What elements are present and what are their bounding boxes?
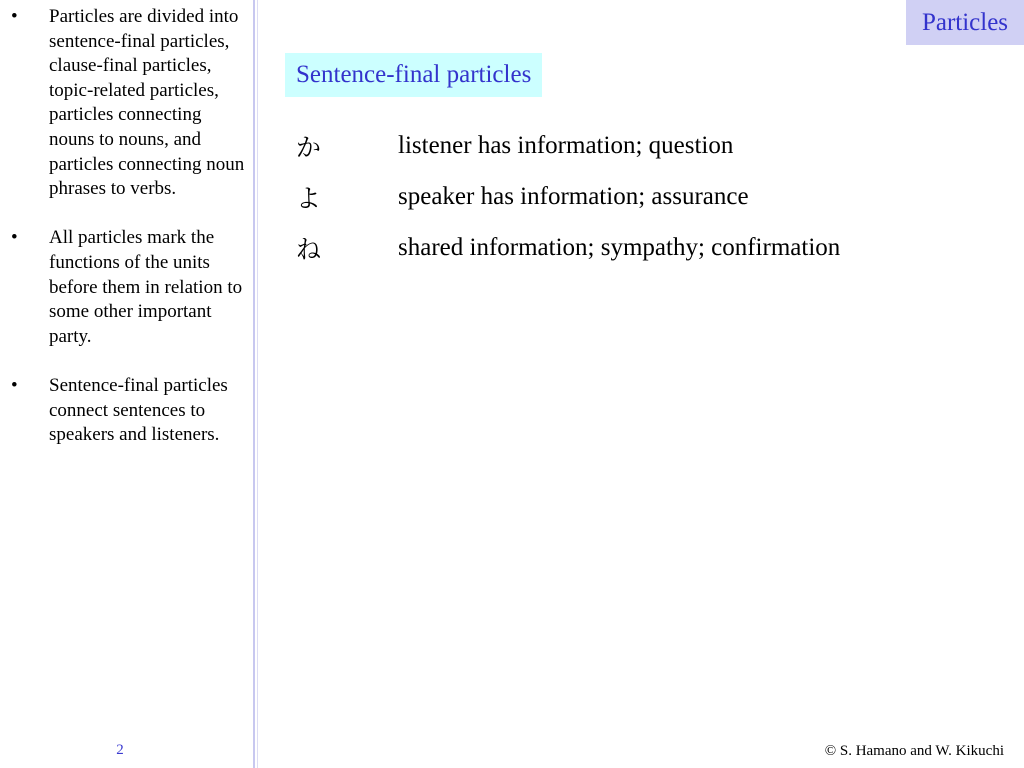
page-number: 2: [116, 742, 124, 758]
copyright-notice: © S. Hamano and W. Kikuchi: [824, 743, 1004, 759]
particle-list: [296, 120, 840, 273]
sidebar-divider: [253, 0, 255, 768]
bullet-dot: •: [11, 227, 18, 249]
particle-row: [296, 171, 840, 222]
bullet-item: [0, 226, 249, 349]
particle-meaning: speaker has information; assurance: [398, 182, 749, 210]
particle-meaning: listener has information; question: [398, 131, 734, 159]
particle-row: [296, 120, 840, 171]
particle-kana: か: [296, 132, 322, 162]
bullet-dot: •: [11, 6, 18, 27]
bullet-text: Particles are divided into sentence-final particles, clause-final particles, topic-related particles, particles connecting nouns to nouns, and particles connecting noun phrases to verbs.: [49, 6, 245, 200]
bullet-item: [0, 5, 249, 202]
bullet-list: [0, 5, 249, 472]
bullet-item: [0, 374, 249, 448]
sidebar: [0, 0, 252, 768]
particle-kana: ね: [296, 234, 322, 264]
bullet-text: Sentence-final particles connect sentences to speakers and listeners.: [49, 374, 228, 446]
particle-row: [296, 222, 840, 273]
bullet-dot: •: [11, 374, 18, 396]
bullet-text: All particles mark the functions of the units before them in relation to some other important party.: [49, 227, 243, 347]
slide-title: Particles: [906, 0, 1024, 45]
particle-kana: よ: [296, 183, 322, 213]
particle-meaning: shared information; sympathy; confirmation: [398, 233, 841, 261]
section-heading: Sentence-final particles: [285, 53, 542, 97]
sidebar-divider-secondary: [257, 0, 258, 768]
